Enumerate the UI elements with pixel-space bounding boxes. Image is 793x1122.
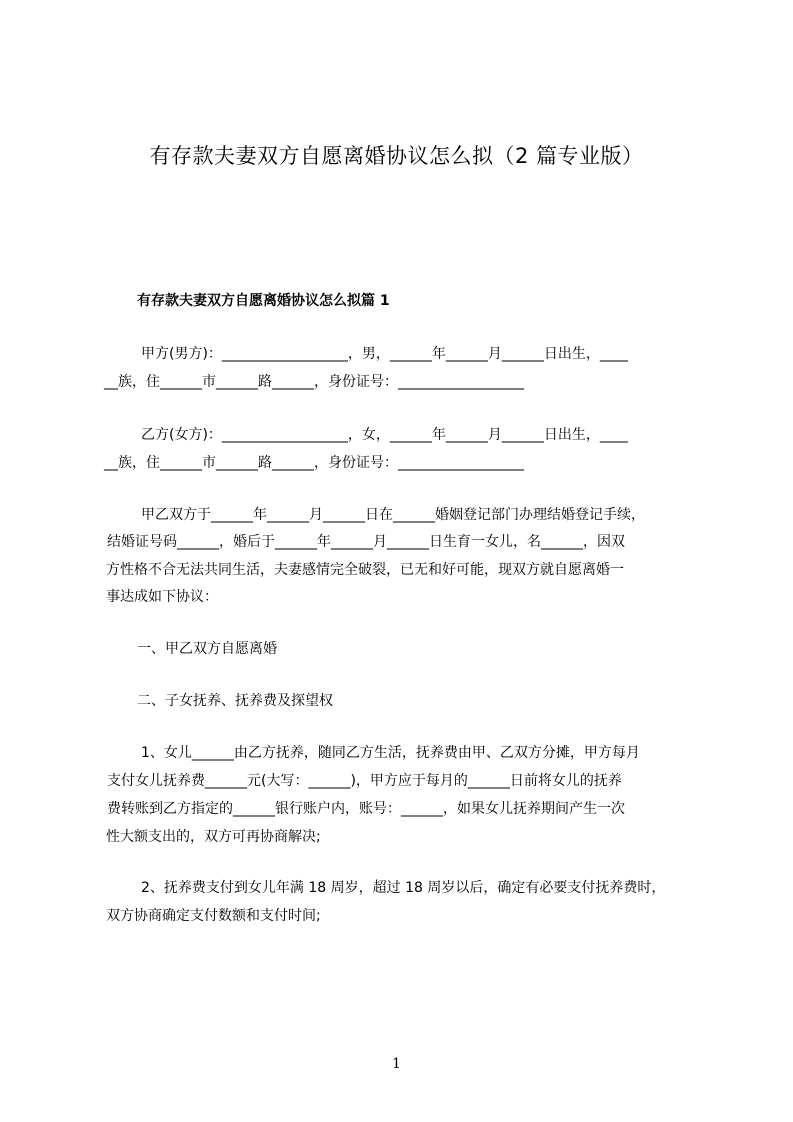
item-2-line-1: 2、抚养费支付到女儿年满 18 周岁，超过 18 周岁以后，确定有必要支付抚养费时， <box>141 880 666 896</box>
item-2-line-2: 双方协商确定支付数额和支付时间; <box>106 908 321 924</box>
section-heading: 有存款夫妻双方自愿离婚协议怎么拟篇 1 <box>137 293 390 309</box>
item-1-line-3: 费转账到乙方指定的______银行账户内，账号：______，如果女儿抚养期间产生一次 <box>107 801 625 817</box>
clause-1-heading: 一、甲乙双方自愿离婚 <box>137 641 277 657</box>
preamble-line-1: 甲乙双方于______年______月______日在______婚姻登记部门办理结婚登记手续， <box>141 507 645 523</box>
preamble-line-2: 结婚证号码______，婚后于______年______月______日生育一女儿，名______，因双 <box>107 534 625 550</box>
preamble-line-4: 事达成如下协议： <box>106 589 218 605</box>
party-b-line-2: __族，住______市______路______，身份证号：__________________ <box>104 455 524 471</box>
clause-2-heading: 二、子女抚养、抚养费及探望权 <box>137 693 333 709</box>
preamble-line-3: 方性格不合无法共同生活，夫妻感情完全破裂，已无和好可能，现双方就自愿离婚一 <box>106 562 624 578</box>
document-title: 有存款夫妻双方自愿离婚协议怎么拟（2 篇专业版） <box>149 144 644 168</box>
party-b-line-1: 乙方(女方)：__________________，女，______年______月______日出生，____ <box>141 427 628 443</box>
item-1-line-2: 支付女儿抚养费______元(大写：______)，甲方应于每月的______日前将女儿的抚养 <box>107 773 622 789</box>
party-a-line-1: 甲方(男方)：__________________，男，______年______月______日出生，____ <box>141 346 628 362</box>
item-1-line-4: 性大额支出的，双方可再协商解决; <box>106 829 321 845</box>
party-a-line-2: __族，住______市______路______，身份证号：__________________ <box>104 374 524 390</box>
page-number: 1 <box>392 1056 401 1072</box>
item-1-line-1: 1、女儿______由乙方抚养，随同乙方生活，抚养费由甲、乙双方分摊，甲方每月 <box>141 745 640 761</box>
